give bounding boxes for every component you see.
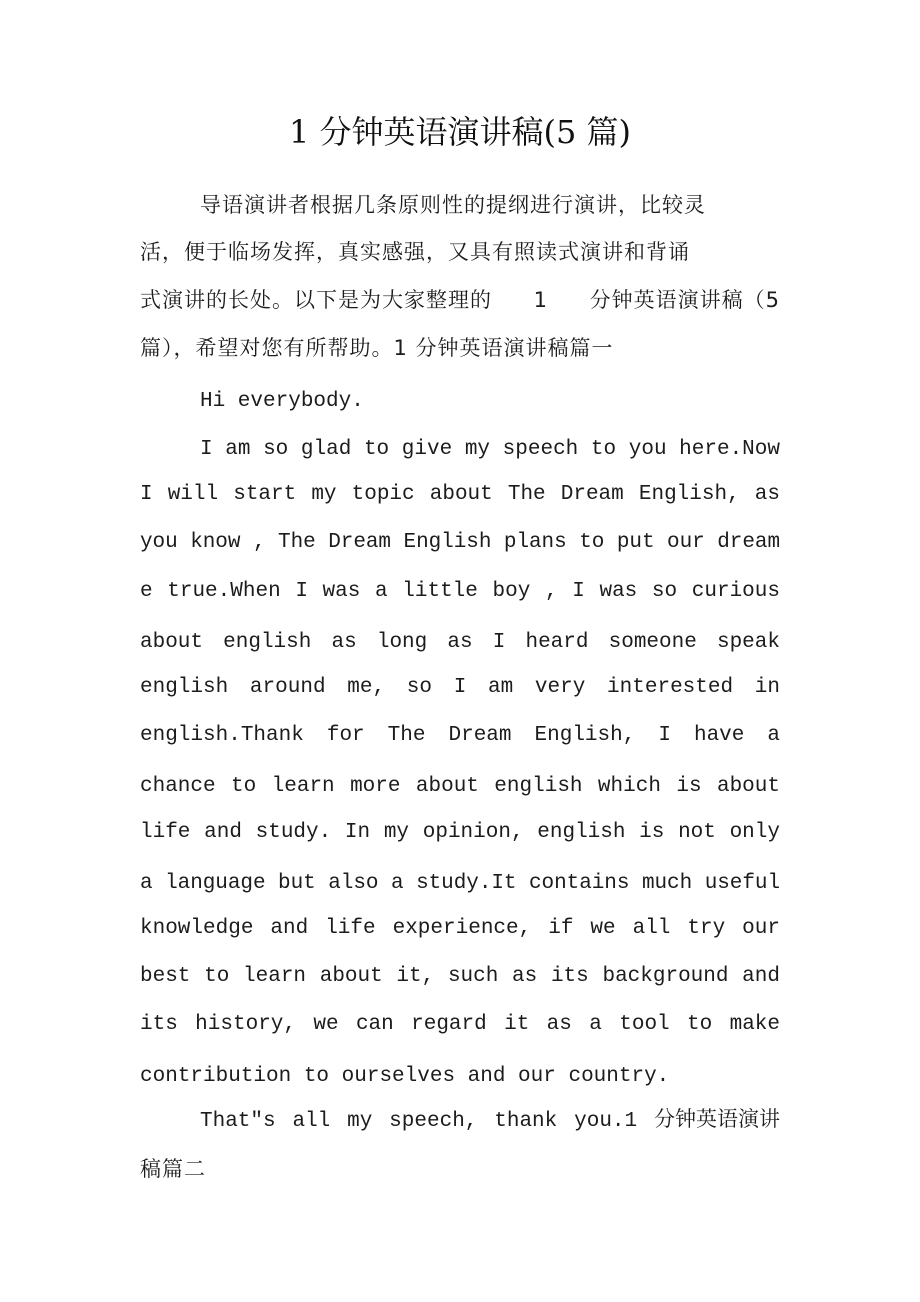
document-title: 1 分钟英语演讲稿(5 篇) xyxy=(288,113,632,151)
closing-line: That"s all my speech, thank you.1 分钟英语演讲 xyxy=(200,1110,780,1133)
closing-line: 稿篇二 xyxy=(140,1157,206,1181)
intro-line: 导语演讲者根据几条原则性的提纲进行演讲，比较灵 xyxy=(200,193,706,217)
speech-line: I am so glad to give my speech to you here.Now xyxy=(200,438,780,461)
speech-line: its history, we can regard it as a tool to make xyxy=(140,1013,780,1036)
intro-line: 活，便于临场发挥，真实感强，又具有照读式演讲和背诵 xyxy=(140,240,690,264)
speech-line: english around me, so I am very interested in xyxy=(140,676,780,699)
speech-line: a language but also a study.It contains much useful xyxy=(140,872,780,895)
intro-line: 式演讲的长处。以下是为大家整理的 1 分钟英语演讲稿（5 xyxy=(140,288,780,312)
speech-line: english.Thank for The Dream English, I have a xyxy=(140,724,780,747)
speech-line: contribution to ourselves and our country. xyxy=(140,1065,670,1088)
speech-line: knowledge and life experience, if we all try our xyxy=(140,917,780,940)
speech-line: chance to learn more about english which is about xyxy=(140,775,780,798)
speech-line: e true.When I was a little boy , I was so curious xyxy=(140,580,780,603)
speech-line: I will start my topic about The Dream English, as xyxy=(140,483,780,506)
speech-line: life and study. In my opinion, english is not only xyxy=(140,821,780,844)
speech-line: best to learn about it, such as its background and xyxy=(140,965,780,988)
greeting-line: Hi everybody. xyxy=(200,390,364,413)
speech-line: you know , The Dream English plans to put our dream xyxy=(140,531,780,554)
intro-line: 篇），希望对您有所帮助。1 分钟英语演讲稿篇一 xyxy=(140,336,614,360)
speech-line: about english as long as I heard someone speak xyxy=(140,631,780,654)
